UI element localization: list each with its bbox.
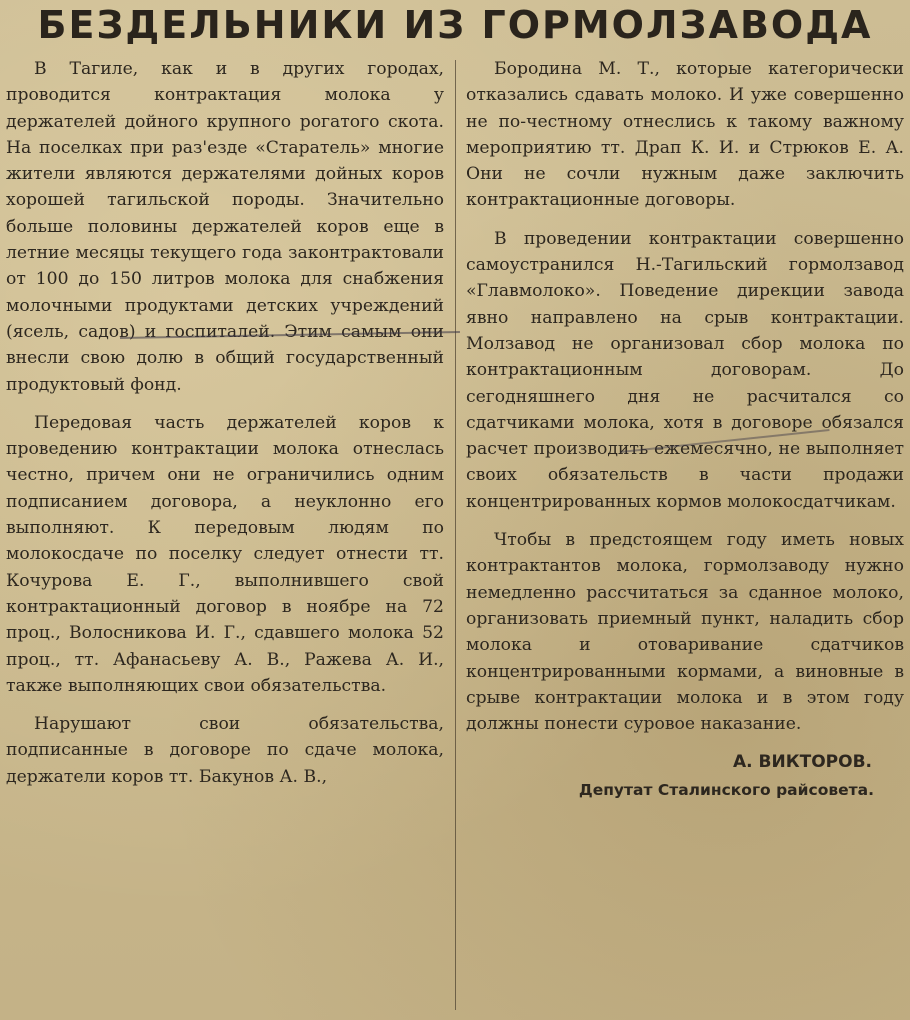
paragraph: Передовая часть держателей коров к проведению контрактации молока отнеслась честно, причем они не ограничились одним подписанием договора, а неуклонно его выполняют. К передовым людям по молокосдаче по поселку следует отнести тт. Кочурова Е. Г., выполнившего свой контрактационный договор в ноябре на 72 проц., Волосникова И. Г., сдавшего молока 52 проц., тт. Афанасьеву А. В., Ражева А. И., также выполняющих свои обязательства. [6, 412, 444, 696]
column-divider [455, 60, 456, 1010]
paragraph: Чтобы в предстоящем году иметь новых контрактантов молока, гормолзаводу нужно немедленно рассчитаться за сданное молоко, организовать приемный пункт, наладить сбор молока и отоваривание сдатчиков концентрированными кормами, а виновные в срыве контрактации молока и в этом году должны понести суровое наказание. [466, 530, 904, 735]
left-column [6, 56, 444, 802]
paragraph: В проведении контрактации совершенно самоустранился Н.-Тагильский гормолзавод «Главмолоко». Поведение дирекции завода явно направлено на срыв контрактации. Молзавод не организовал сбор молока по контрактационным договорам. До сегодняшнего дня не расчитался со сдатчиками молока, хотя в договоре обязался расчет производить ежемесячно, не выполняет своих обязательств в части продажи концентрированных кормов молокосдатчикам. [466, 228, 904, 512]
paragraph: Нарушают свои обязательства, подписанные в договоре по сдаче молока, держатели коров тт. Бакунов А. В., [6, 714, 444, 787]
paragraph: Бородина М. Т., которые категорически отказались сдавать молоко. И уже совершенно не по-честному отнеслись к такому важному мероприятию тт. Драп К. И. и Стрюков Е. А. Они не сочли нужным даже заключить контрактационные договоры. [466, 59, 904, 211]
headline: БЕЗДЕЛЬНИКИ ИЗ ГОРМОЛЗАВОДА [37, 3, 873, 47]
author-title: Депутат Сталинского райсовета. [578, 781, 874, 800]
paragraph: В Тагиле, как и в других городах, проводится контрактация молока у держателей дойного крупного рогатого скота. На поселках при раз'езде «Старатель» многие жители являются держателями дойных коров хорошей тагильской породы. Значительно больше половины держателей коров еще в летние месяцы текущего года законтрактовали от 100 до 150 литров молока для снабжения молочными продуктами детских учреждений (ясель, садов) и госпиталей. Этим самым они внесли свою долю в общий государственный продуктовый фонд. [6, 59, 444, 395]
right-column [466, 56, 904, 801]
author-signature: А. ВИКТОРОВ. [733, 752, 872, 773]
